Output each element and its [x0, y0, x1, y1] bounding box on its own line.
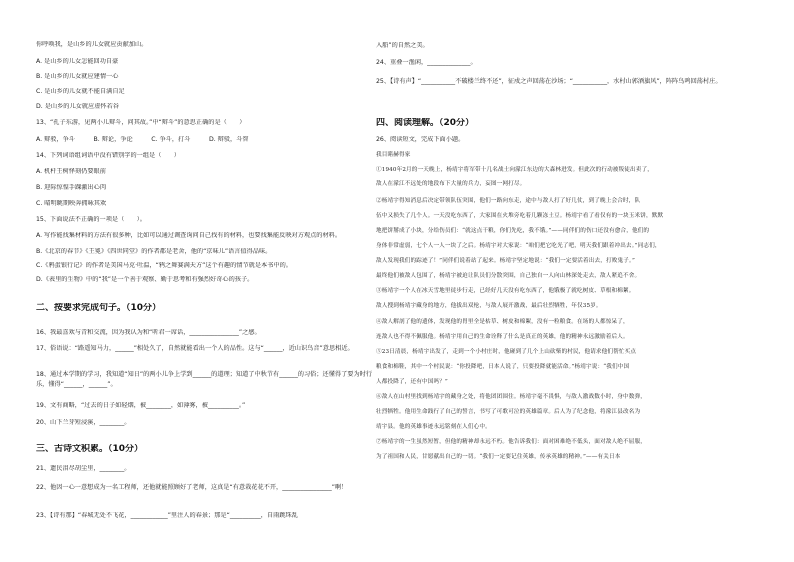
passage-line: 敌人发现我们的踪迹了！”同伴们说着站了起来。杨靖宇坚定地说：“我们一定要活着出去，打败鬼子。” [376, 258, 635, 264]
passage-line: 敌人在濛江不远处的地段布下大量的兵力，妄图一网打尽。 [376, 181, 526, 187]
passage-line: ②杨靖宇得知消息后决定带领队伍突围，他们一路向东走，途中与敌人打了好几仗，到了晚上会合时，队 [376, 198, 641, 204]
passage-line: 地把饼掰成了小块，分给伤员们：“就这点干粮，你们先吃，我不饿。”——同伴们的伤口还没有愈合，他们的 [376, 228, 650, 234]
question-21: 21、遗民泪尽胡尘里，________。 [36, 465, 131, 472]
question-24: 24、重叠一渔闲，______________。 [376, 59, 477, 66]
question-19: 19、文有商略，“过去的日子如轻烟，被________，如薄雾，被__________。” [36, 402, 246, 409]
option-a: A. 是山乡的儿女怎能回功自豪 [36, 58, 119, 65]
text-line: 你呼唤我，是山乡的儿女就应贡献加山。 [36, 41, 148, 48]
passage-line: 壮烈牺牲。他用生命践行了自己的誓言，书写了可歌可泣的英雄篇章。后人为了纪念他，将濛江县改名为 [376, 409, 641, 415]
option-c: C. 是山乡的儿女就不能自满自足 [36, 88, 125, 95]
passage-title: 我目睹赫得家 [376, 152, 411, 158]
question-25: 25、【诗有声】“___________不破楼兰终不还”，征戍之声回荡在沙场；“___________，水村山郭酒旗风”，阵阵鸟鸣回荡村庄。 [376, 78, 722, 85]
question-14: 14、下列词语组词语中没有错别字的一组是（ ） [36, 152, 180, 159]
passage-line: 连敌人也不得不佩服他。杨靖宇用自己的生命诠释了什么是真正的英雄，他的精神永远激励着后人。 [376, 334, 629, 340]
passage-line: 靖宇县。他的英雄事迹永远铭刻在人们心中。 [376, 424, 491, 430]
option-c: C.《鸦蛋银行记》的作者是美国马克·吐温，“鸦之舞赛满天方”这个有趣的情节就是本书中的。 [36, 262, 292, 269]
section-heading-3: 三、古诗文积累。（10分） [36, 444, 144, 454]
question-17: 17、俗语说：“路遥知马力，______”相处久了，自然就能看出一个人的品性。这与“______，近山识鸟音”意思相近。 [36, 345, 354, 352]
passage-line: ③杨靖宇一个人在冰天雪地里徒步行走，已经好几天没有吃东西了，他饿极了就吃树皮、草根和棉絮。 [376, 288, 635, 294]
passage-line: 粮食和棉鞋，其中一个村民说：“你投降吧，日本人说了，只要投降就能活命。”杨靖宇说：“我们中国 [376, 364, 630, 370]
passage-line: 敌人搜到杨靖宇藏身的地方，他拔出双枪，与敌人展开激战，最后壮烈牺牲，年仅35岁。 [376, 303, 602, 309]
question-26: 26、阅读短文，完成下面小题。 [376, 136, 465, 143]
right-column [376, 0, 760, 562]
question-20: 20、山下兰芽短浸溪，________。 [36, 419, 131, 426]
passage-line: 伍中又损失了几个人。一天没吃东西了，大家围在火堆旁吃着几颗冻土豆。杨靖宇看了看仅有的一块玉米饼，默默 [376, 213, 664, 219]
option-b: B. 迎际惊惶手踝激出心肉 [36, 184, 107, 191]
passage-line: 为了祖国和人民，甘愿献出自己的一切。“我们一定要记住英雄，传承英雄的精神。”——有关日本 [376, 454, 621, 460]
question-16: 16、我最喜欢与青和交流，因为我认为和“听君一席话，________________”之感。 [36, 329, 261, 336]
question-23: 23、【诗有那】“春城无处不飞花，____________”里注人的春景；那是“__________，自雨跳珠乱 [36, 512, 298, 519]
question-13: 13、“孔子东游，见两小儿辩斗，问其故。”中“辩斗”的意思正确的是（ ） [36, 119, 246, 126]
option-a: A. 写作能找集材料的方法有很多种，比如可以通过调查询问自己找有的材料，也要找集能反映对方观点的材料。 [36, 232, 342, 239]
section-heading-2: 二、按要求完成句子。（10分） [36, 303, 162, 313]
question-22: 22、他因一心一意想成为一名工程师，还他就能照顾好了老师，这真是“有意栽花花不开，________________”啊！ [36, 484, 348, 491]
passage-line: ⑦杨靖宇的一生虽然短暂，但他的精神却永远不朽。他告诉我们：面对困难绝不低头，面对敌人绝不屈服， [376, 439, 646, 445]
passage-line: ⑤23日清晨，杨靖宇出发了，走到一个小村庄时，他碰到了几个上山砍柴的村民，他请求他们帮忙买点 [376, 349, 637, 355]
question-18: 18、通过本学期的学习，我知道“知日”的两小儿争上学到______的道理；知道了中秋节有______的习俗；还懂得了要为时行乐，懂得“______，______”。 [36, 371, 373, 388]
question-15: 15、下面说法不正确的一项是（ ）。 [36, 216, 146, 223]
passage-line: 身体非常虚弱，七个人一人一块了之后。杨靖宇对大家说：“咱们把它吃光了吧，明天我们跟着冲出去。”同志们， [376, 243, 661, 249]
option-b: B.《北京的春节》《王冕》《四世同堂》的作者都是老舍，他的“京味儿”语言值得品味。 [36, 248, 272, 255]
passage-line: 最终他们被敌人包围了，杨靖宇被迫让队员们分散突围，自己独自一人向山林深处走去，敌人紧追不舍。 [376, 273, 641, 279]
option-c: C. 晴明眺期映奔拥咏其欢 [36, 200, 107, 207]
passage-line: ⑥敌人在山村里找到杨靖宇的藏身之处，将他团团围住。杨靖宇毫不畏惧，与敌人激战数小时，身中数弹， [376, 394, 646, 400]
option-a: A. 机杆王树怿刻仍要眼前 [36, 168, 106, 175]
continuation-line: 入船”的自然之美。 [376, 42, 429, 49]
section-heading-4: 四、阅读理解。（20分） [376, 118, 475, 128]
passage-line: 人都投降了，还有中国吗？” [376, 379, 448, 385]
option-d: D. 是山乡的儿女就应虚怀若谷 [36, 103, 119, 110]
question-13-options: A. 辩驳，争斗 B. 辩论，争论 C. 争斗，打斗 D. 辩驳，斗智 [36, 136, 249, 143]
option-d: D.《表里的生物》中的“我”是一个善于观察、勤于思考和有强烈好奇心的孩子。 [36, 276, 254, 283]
passage-line: ①1940年2月的一天晚上，杨靖宇将军带十几名战士向濛江东边的大森林进发。但此次的行动被叛徒出卖了， [376, 167, 654, 173]
left-column [36, 0, 380, 562]
option-b: B. 是山乡的儿女就应建情一心 [36, 73, 119, 80]
passage-line: ④敌人解剖了他的遗体，发现他的胃里全是枯草、树皮和棉絮，没有一粒粮食。在场的人都惊呆了， [376, 319, 629, 325]
